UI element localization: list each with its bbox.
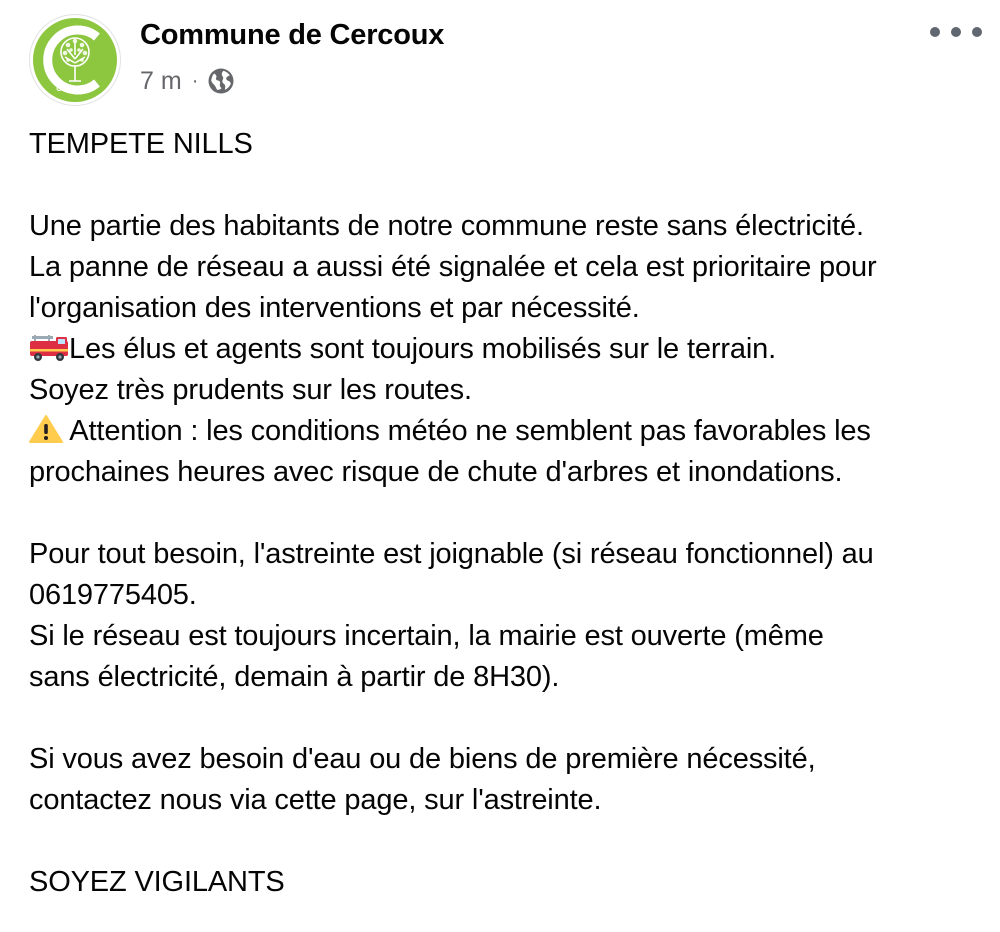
blank-line — [29, 821, 989, 862]
post-header — [0, 0, 1000, 120]
post-time[interactable]: 7 m — [140, 66, 182, 95]
page-avatar[interactable] — [29, 14, 121, 106]
post-line-warning — [29, 411, 989, 452]
post-title: TEMPETE NILLS — [29, 128, 253, 160]
warning-emoji-icon — [29, 414, 63, 444]
more-dot — [930, 27, 940, 37]
post-line: Une partie des habitants de notre commune reste sans électricité. — [29, 210, 864, 242]
more-options-icon[interactable] — [930, 18, 982, 46]
post-line-text: Attention : les conditions météo ne semblent pas favorables les — [63, 415, 871, 447]
cercoux-logo — [30, 15, 120, 105]
post-meta — [140, 64, 235, 98]
post-closing: SOYEZ VIGILANTS — [29, 866, 285, 898]
post-line: Si le réseau est toujours incertain, la mairie est ouverte (même — [29, 620, 824, 652]
more-dot — [951, 27, 961, 37]
blank-line — [29, 698, 989, 739]
post-line: l'organisation des interventions et par nécessité. — [29, 292, 640, 324]
more-dot — [972, 27, 982, 37]
post-line: prochaines heures avec risque de chute d'arbres et inondations. — [29, 456, 843, 488]
meta-separator: · — [191, 69, 199, 92]
post-line: sans électricité, demain à partir de 8H30). — [29, 661, 560, 693]
post-line: Si vous avez besoin d'eau ou de biens de première nécessité, — [29, 743, 816, 775]
post-line-fire-engine — [29, 329, 989, 370]
page-name[interactable]: Commune de Cercoux — [140, 19, 445, 51]
post-line: Pour tout besoin, l'astreinte est joignable (si réseau fonctionnel) au — [29, 538, 874, 570]
post-line-text: Les élus et agents sont toujours mobilisés sur le terrain. — [69, 333, 776, 365]
post-line: La panne de réseau a aussi été signalée et cela est prioritaire pour — [29, 251, 877, 283]
post-text — [29, 124, 989, 903]
post-line: Soyez très prudents sur les routes. — [29, 374, 472, 406]
blank-line — [29, 165, 989, 206]
avatar-text: CERCOUX — [56, 84, 94, 93]
fire-engine-emoji-icon — [29, 332, 69, 362]
phone-number[interactable]: 0619775405. — [29, 579, 197, 611]
globe-icon[interactable] — [207, 67, 235, 95]
post-line: contactez nous via cette page, sur l'astreinte. — [29, 784, 602, 816]
blank-line — [29, 493, 989, 534]
